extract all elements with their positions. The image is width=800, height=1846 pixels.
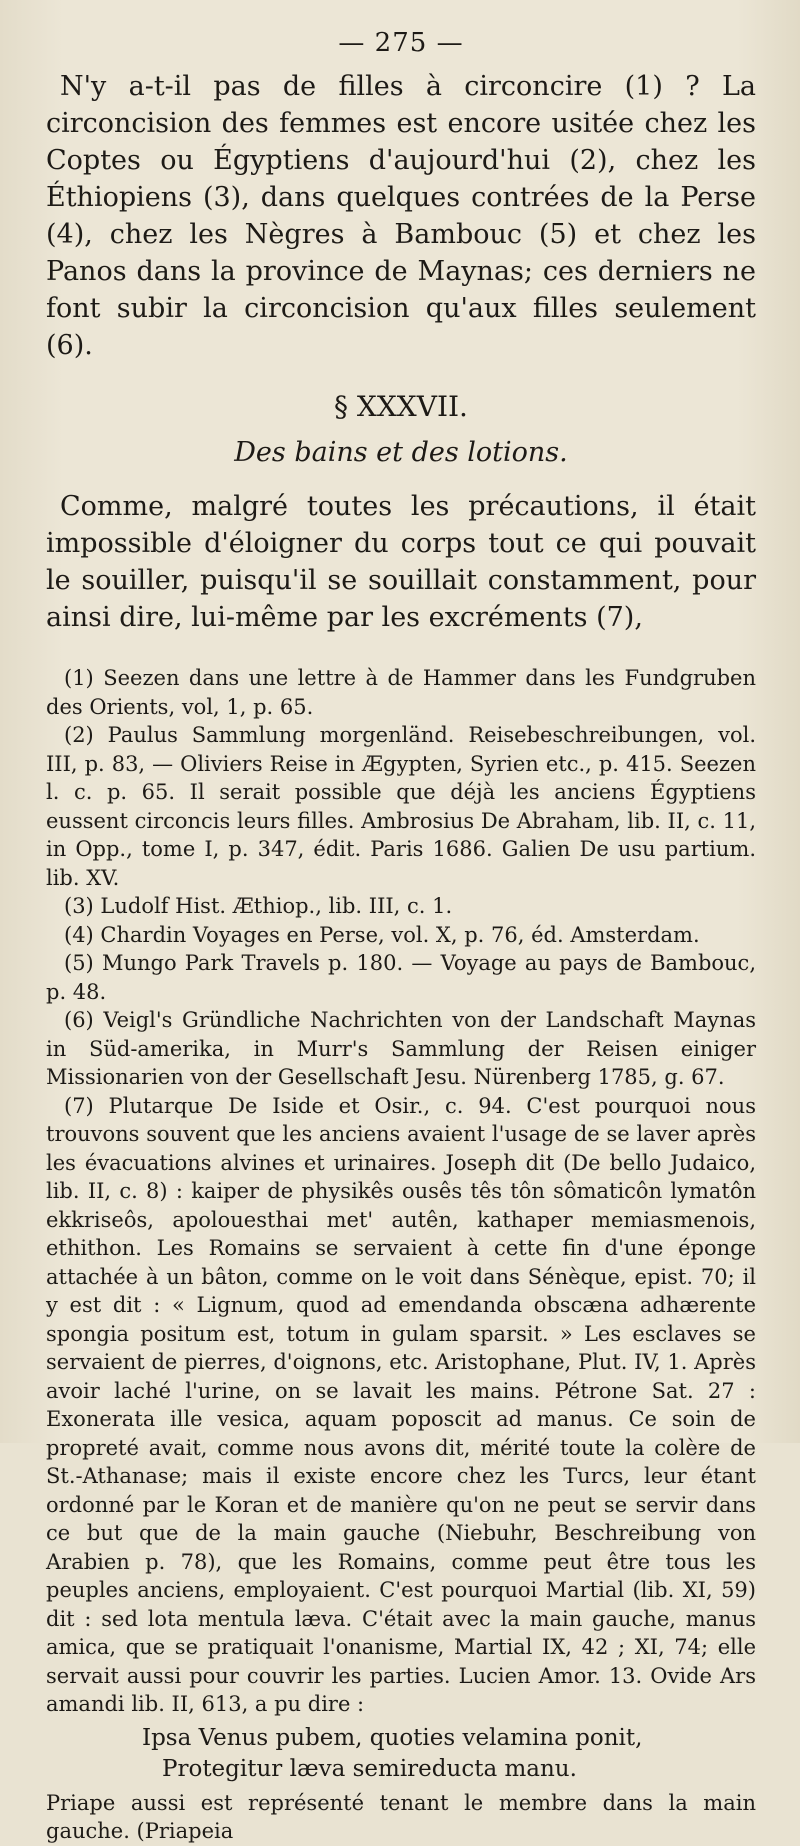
paragraph-baths: Comme, malgré toutes les précautions, il était impossible d'éloigner du corps tout ce qui pouvait le souiller, puisqu'il se souillait constamment, pour ainsi dire, lui-même par les excréments (7), xyxy=(46,491,756,633)
footnote-6: (6) Veigl's Gründliche Nachrichten von der Landschaft Maynas in Süd-amerika, in Murr's Sammlung der Reisen einiger Missionarien von der Gesellschaft Jesu. Nürenberg 1785, g. 67. xyxy=(46,1008,756,1089)
paragraph-circumcision: N'y a-t-il pas de filles à circoncire (1) ? La circoncision des femmes est encore usitée chez les Coptes ou Égyptiens d'aujourd'hui (2), chez les Éthiopiens (3), dans quelques contrées de la Perse (4), chez les Nègres à Bambouc (5) et chez les Panos dans la province de Maynas; ces derniers ne font subir la circoncision qu'aux filles seulement (6). xyxy=(46,71,756,361)
main-text xyxy=(46,68,756,636)
footnote-4: (4) Chardin Voyages en Perse, vol. X, p. 76, éd. Amsterdam. xyxy=(64,922,700,947)
section-title: Des bains et des lotions. xyxy=(234,437,568,468)
verse-line-1: Ipsa Venus pubem, quoties velamina ponit, xyxy=(142,1724,643,1751)
footnote-continuation: Priape aussi est représenté tenant le membre dans la main gauche. (Priapeia xyxy=(46,1790,756,1843)
footnote-7: (7) Plutarque De Iside et Osir., c. 94. C'est pourquoi nous trouvons souvent que les anciens avaient l'usage de se laver après les évacuations alvines et urinaires. Joseph dit (De bello Judaico, lib. II, c. 8) : kaiper de physikês ousês tês tôn sômaticôn lymatôn ekkriseôs, apolouesthai met' autên, kathaper memiasmenois, ethithon. Les Romains se servaient à cette fin d'une éponge attachée à un bâton, comme on le voit dans Sénèque, epist. 70; il y est dit : « Lignum, quod ad emendanda obscæna adhærente spongia positum est, totum in gulam sparsit. » Les esclaves se servaient de pierres, d'oignons, etc. Aristophane, Plut. IV, 1. Après avoir laché l'urine, on se lavait les mains. Pétrone Sat. 27 : Exonerata ille vesica, aquam poposcit ad manus. Ce soin de propreté avait, comme nous avons dit, mérité toute la colère de St.-Athanase; mais il existe encore chez les Turcs, leur étant ordonné par le Koran et de manière qu'on ne peut se servir dans ce but que de la main gauche (Niebuhr, Beschreibung von Arabien p. 78), que les Romains, comme peut être tous les peuples anciens, employaient. C'est pourquoi Martial (lib. XI, 59) dit : sed lota mentula læva. C'était avec la main gauche, manus amica, que se pratiquait l'onanisme, Martial IX, 42 ; XI, 74; elle servait aussi pour couvrir les parties. Lucien Amor. 13. Ovide Ars amandi lib. II, 613, a pu dire : xyxy=(46,1093,756,1716)
footnote-2: (2) Paulus Sammlung morgenländ. Reisebeschreibungen, vol. III, p. 83, — Oliviers Reise in Ægypten, Syrien etc., p. 415. Seezen l. c. p. 65. Il serait possible que déjà les anciens Égyptiens eussent circoncis leurs filles. Ambrosius De Abraham, lib. II, c. 11, in Opp., tome I, p. 347, édit. Paris 1686. Galien De usu partium. lib. XV. xyxy=(46,723,756,890)
footnote-3: (3) Ludolf Hist. Æthiop., lib. III, c. 1. xyxy=(64,894,453,918)
section-number: § XXXVII. xyxy=(334,390,468,423)
footnotes xyxy=(46,664,756,1846)
verse-line-2: Protegitur læva semireducta manu. xyxy=(162,1755,577,1782)
page-number: — 275 — xyxy=(338,28,464,58)
latin-verse xyxy=(46,1723,756,1785)
footnote-1: (1) Seezen dans une lettre à de Hammer dans les Fundgruben des Orients, vol, 1, p. 65. xyxy=(46,666,756,719)
footnote-5: (5) Mungo Park Travels p. 180. — Voyage au pays de Bambouc, p. 48. xyxy=(46,951,756,1004)
